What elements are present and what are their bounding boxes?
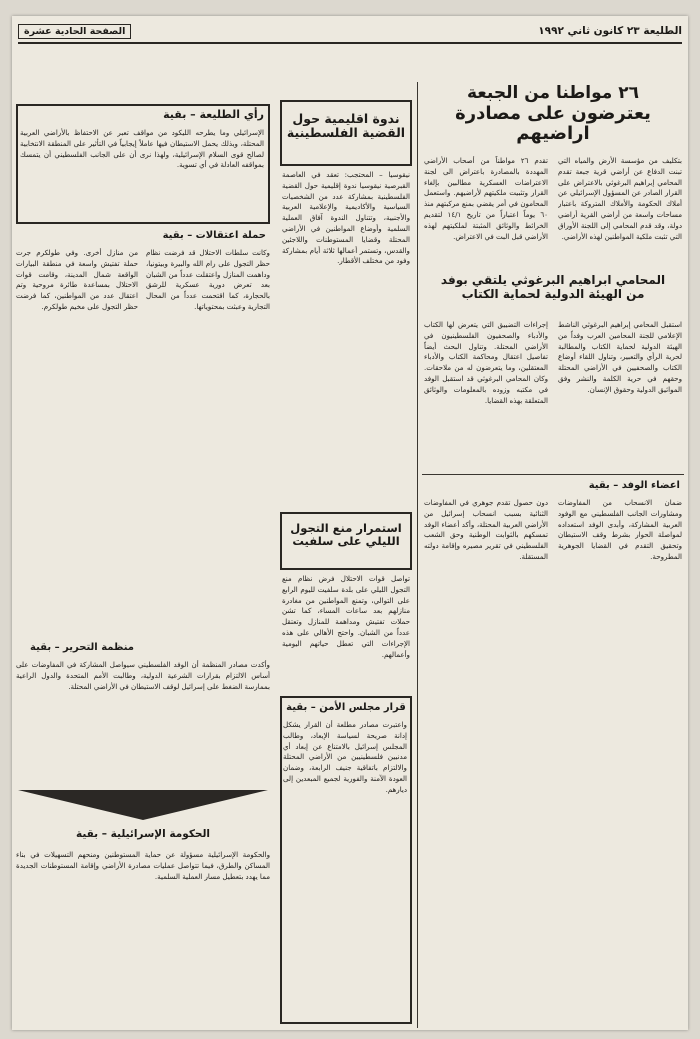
curfew-body: تواصل قوات الاحتلال فرض نظام منع التجول الليلي على بلدة سلفيت لليوم الرابع على التوالي، وتمنع المواطنين من مغادرة منازلهم بعد ساعات المساء، كما تشن حملات تفتيش ومداهمة للمنازل وتعتقل عدداً من الشبان. واحتج الأهالي على هذه الإجراءات التي تعطل حياتهم اليومية وأعمالهم. <box>282 574 410 659</box>
second-story-col-right: استقبل المحامي إبراهيم البرغوثي الناشط الإعلامي للجنة المحامين العرب وفداً من الهيئة الدولية لحماية الكتاب والمطالبة لحرية الرأي والتعبير، وتناول اللقاء أوضاع الكتاب والصحفيين في الأراضي المحتلة وحقهم في حرية الكلمة والنشر وفق المواثيق الدولية وحقوق الإنسان. <box>558 320 682 394</box>
second-story-col-left: إجراءات التضييق التي يتعرض لها الكتاب والأدباء والصحفيون الفلسطينيون في الأراضي المحتلة. وتناول البحث أيضاً تفاصيل اعتقال ومحاكمة الكتاب والأدباء المعتقلين، وما يتعرضون له من ملاحقات. وكان المحامي البرغوثي قد استقبل الوفد في مكتبه وزوده بالمعلومات والوثائق المتعلقة بهذه القضايا. <box>424 320 548 405</box>
security-council-body: واعتبرت مصادر مطلعة أن القرار يشكل إدانة صريحة لسياسة الإبعاد، وطالب المجلس إسرائيل بالامتناع عن إبعاد أي مدنيين فلسطينيين من الأراضي المحتلة والالتزام باتفاقية جنيف الرابعة، وضمان العودة الآمنة والفورية لجميع المبعدين إلى ديارهم. <box>283 720 407 794</box>
security-council-headline: قرار مجلس الأمن – بقية <box>286 702 406 713</box>
arrests-headline: حملة اعتقالات – بقية <box>162 230 266 241</box>
column-rule <box>417 82 418 1028</box>
newspaper-page <box>12 16 688 1030</box>
delegation-col-right: ضمان الانسحاب من المفاوضات ومشاورات الجانب الفلسطيني مع الوفود العربية المشاركة، وأبدى الوفد استعداده لمواصلة الحوار بشرط وقف الاستيطان وتحقيق التقدم في القضايا الجوهرية المطروحة. <box>558 498 682 561</box>
top-story-headline: ٢٦ مواطنا من الجبعة يعترضون على مصادرة اراضيهم <box>455 84 651 145</box>
editorial-body: الإسرائيلي وما يطرحه الليكود من مواقف تعبر عن الاحتفاظ بالأراضي العربية المحتلة، وبذلك يحمل الاستيطان فيها عاملاً إيجابياً في التأثير على المنطقة الانتخابية لصالح قوى السلام الإسرائيلية، ولهذا نرى أن على الجانب الفلسطيني أن يتمسك بمواقفه العادلة في أي تسوية. <box>20 128 264 170</box>
delegation-headline: اعضاء الوفد – بقية <box>588 480 680 491</box>
divider <box>422 474 684 475</box>
government-body: والحكومة الإسرائيلية مسؤولة عن حماية المستوطنين ومنحهم التسهيلات في بناء المساكن والطرق، فيما تتواصل عمليات مصادرة الأراضي وإقامة المستوطنات الجديدة مما يهدد بتعطيل مسار العملية السلمية. <box>16 850 270 881</box>
liberation-org-headline: منظمة التحرير – بقية <box>30 642 134 653</box>
arrests-col-left: من منازل أخرى. وفي طولكرم جرت حملة تفتيش واسعة في منطقة البيارات الواقعة شمال المدينة، وقامت قوات الاحتلال بمساعدة طائرة مروحية وتم اعتقال عدد من المواطنين، كما فرضت حظر التجول على مخيم طولكرم. <box>16 248 138 311</box>
page-folio <box>18 20 682 44</box>
liberation-org-body: وأكدت مصادر المنظمة أن الوفد الفلسطيني سيواصل المشاركة في المفاوضات على أساس الالتزام بقرارات الشرعية الدولية، وطالبت الأمم المتحدة والدول الراعية بممارسة الضغط على إسرائيل لوقف الاستيطان في الأراضي المحتلة. <box>16 660 270 691</box>
conference-headline-box: ندوة اقليمية حول القضية الفلسطينية <box>280 100 412 166</box>
top-story-col-left: تقدم ٢٦ مواطناً من أصحاب الأراضي المهددة بالمصادرة باعتراض الى لجنة الاعتراضات العسكرية مطالبين بإلغاء القرار وتثبيت ملكيتهم لأراضيهم. واستعمل المحامون في أمر يقضي بمنع مركبتهم منذ ٦٠ يوماً اعتباراً من تاريخ ١٤/١ لتقديم الخرائط والوثائق المثبتة لملكيتهم لهذه الأراضي قبل البت في الاعتراض. <box>424 156 548 241</box>
editorial-box <box>16 104 270 224</box>
second-story-headline: المحامي ابراهيم البرغوثي يلتقي بوفد من الهيئة الدولية لحماية الكتاب <box>440 274 666 301</box>
government-headline: الحكومة الإسرائيلية – بقية <box>75 828 211 840</box>
security-council-box <box>280 696 412 1024</box>
editorial-headline: رأي الطليعة – بقية <box>163 108 264 121</box>
down-arrow-graphic <box>18 786 268 822</box>
page-number-label: الصفحة الحادية عشرة <box>18 24 131 39</box>
conference-body: نيقوسيا – المحتجب: تعقد في العاصمة القبرصية نيقوسيا ندوة إقليمية حول القضية الفلسطينية بمشاركة عدد من الشخصيات السياسية والأكاديمية والإعلامية العربية والأجنبية، وتتناول الندوة آفاق العملية السلمية وأوضاع المواطنين في الأراضي المحتلة وقضايا المستوطنات واللاجئين والقدس، وتستمر أعمالها ثلاثة أيام بمشاركة وفود من مختلف الأقطار. <box>282 170 410 266</box>
top-story-col-right: بتكليف من مؤسسة الأرض والمياه التي تبنت الدفاع عن أراضي قرية جبعة تقدم المحامي إبراهيم البرغوثي بالاعتراض على القرار الصادر عن المسؤول الإسرائيلي عن أملاك الحكومة والأملاك المتروكة باعتبار مساحات واسعة من أراضي القرية أراضي دولة، وقد قدم المحامي إلى اللجنة الأوراق التي تثبت ملكية المواطنين لهذه الأراضي. <box>558 156 682 241</box>
curfew-headline-box: استمرار منع التجول الليلي على سلفيت <box>280 512 412 570</box>
issue-date: الطليعة ٢٣ كانون ثاني ١٩٩٢ <box>538 25 682 37</box>
delegation-col-left: دون حصول تقدم جوهري في المفاوضات الثنائية بسبب انسحاب إسرائيل من الأراضي العربية المحتلة، وأكد أعضاء الوفد تمسكهم بالثوابت الوطنية وحق الشعب الفلسطيني في تقرير مصيره وإقامة دولته المستقلة. <box>424 498 548 561</box>
arrests-col-right: وكانت سلطات الاحتلال قد فرضت نظام حظر التجول على رام الله والبيرة وبيتونيا، وداهمت المنازل واعتقلت عدداً من الشبان بعد تعرض دورية عسكرية للرشق بالحجارة، كما اقتحمت عدداً من المحال التجارية وعبثت بمحتوياتها. <box>146 248 270 311</box>
